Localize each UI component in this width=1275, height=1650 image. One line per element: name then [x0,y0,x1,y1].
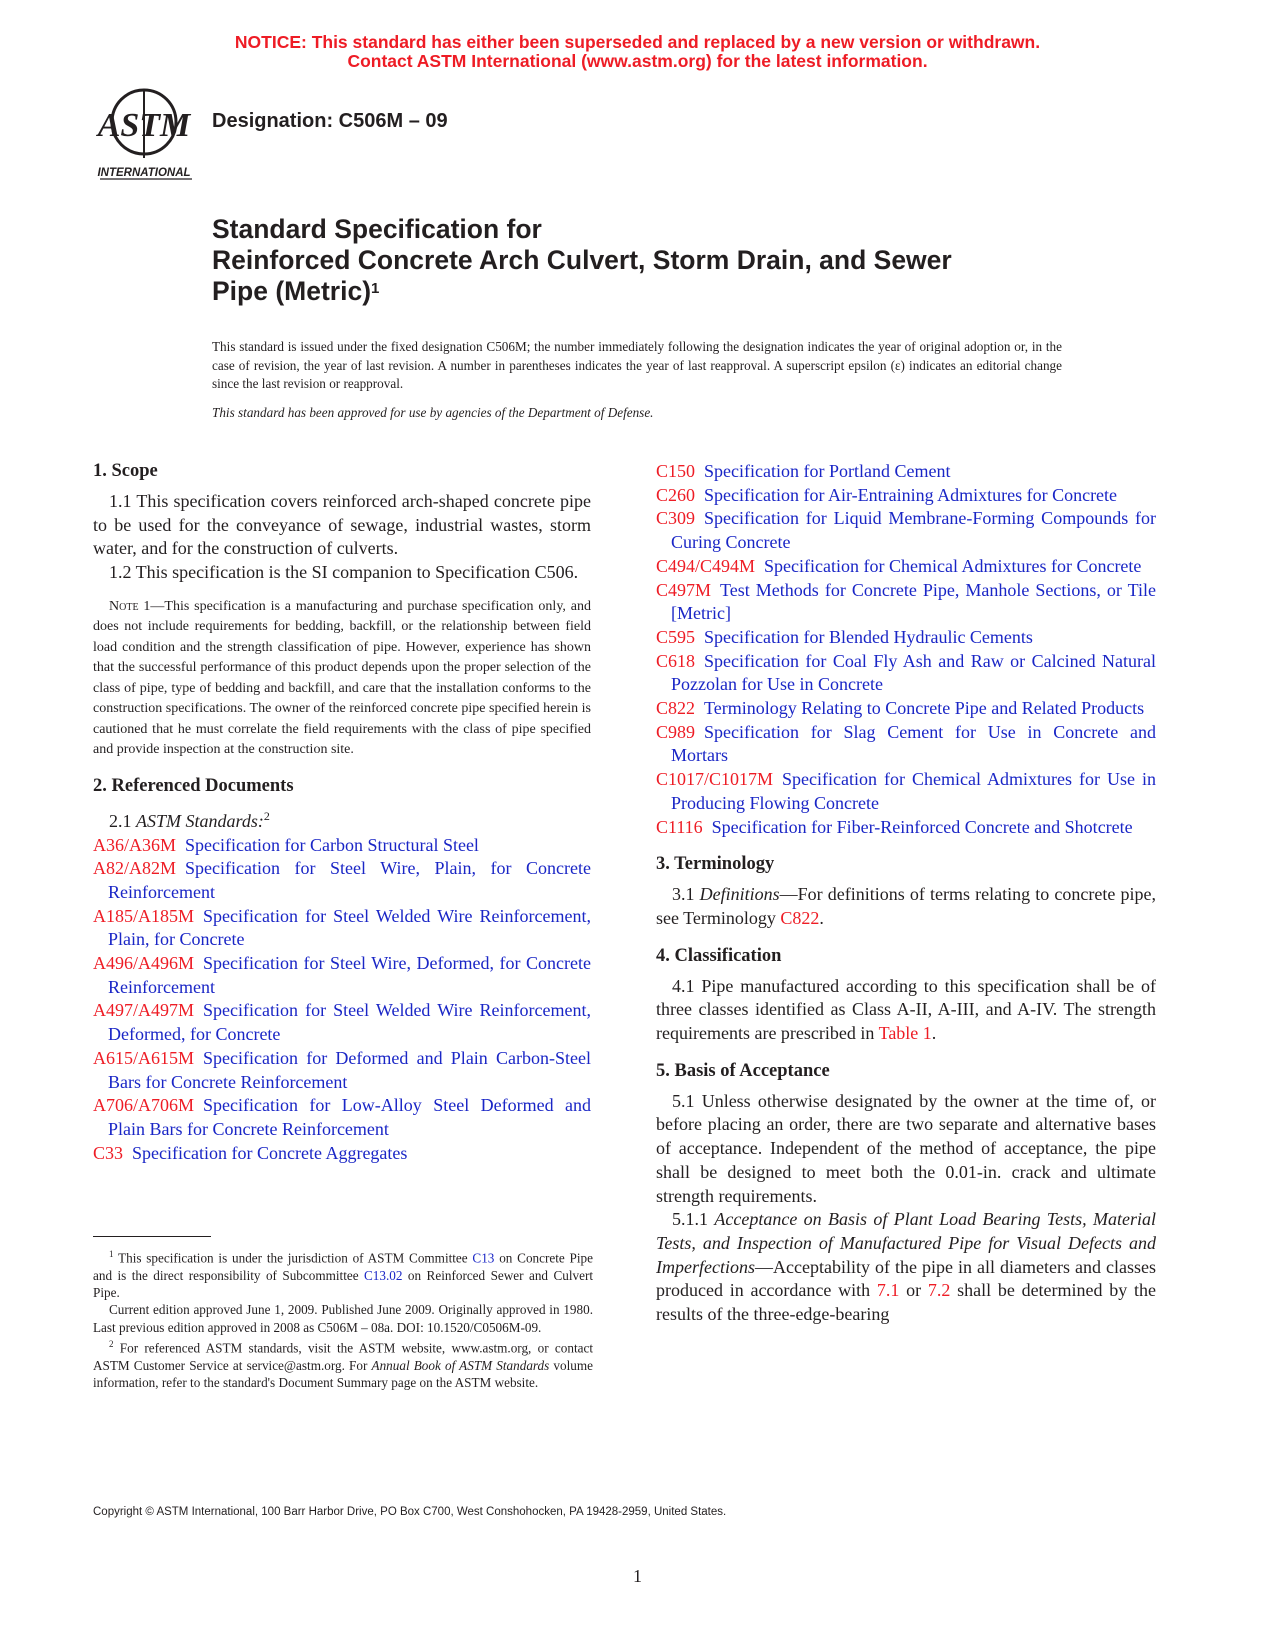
fn2-mark: 2 [109,1338,114,1349]
reference-code-link[interactable]: C1116 [656,816,703,837]
class-end: . [931,1023,937,1044]
reference-code-link[interactable]: A497/A497M [93,1000,195,1021]
reference-title-link[interactable]: Specification for Portland Cement [704,461,951,481]
reference-item [656,507,1156,554]
reference-code-link[interactable]: A706/A706M [93,1095,195,1116]
reference-code-link[interactable]: C595 [656,626,696,647]
fn2-a: For referenced ASTM standards, visit the ASTM website, www.astm.org, or contact ASTM Customer Service at service@astm.org. For [93,1340,593,1373]
reference-title-link[interactable]: Specification for Steel Welded Wire Reinforcement, Plain, for Concrete [108,905,591,950]
scope-heading: 1. Scope [93,461,158,481]
classification-p1 [656,975,1156,1046]
astm-mark: ASTM [97,107,191,144]
acc-end: shall be determined by the results of the three-edge-bearing [656,1280,1157,1325]
reference-title-link[interactable]: Test Methods for Concrete Pipe, Manhole Sections, or Tile [Metric] [671,579,1156,624]
reference-code-link[interactable]: C260 [656,484,696,505]
acc-num: 5.1.1 [672,1209,715,1230]
reference-code-link[interactable]: C497M [656,579,712,600]
fn1-mark: 1 [109,1249,114,1259]
acceptance-p2 [656,1208,1156,1327]
reference-item [656,626,1156,650]
acc-italic: Acceptance on Basis of Plant Load Bearing Tests, Material Tests, and Inspection of Manufactured Pipe for Visual Defects and Imperfections [656,1209,1157,1277]
reference-title-link[interactable]: Specification for Liquid Membrane-Forming Compounds for Curing Concrete [671,508,1156,553]
left-column [93,460,591,1165]
notice-line-1: NOTICE: This standard has either been superseded and replaced by a new version or withdrawn. [234,32,1041,52]
link-7-1[interactable]: 7.1 [876,1280,900,1301]
classification-heading: 4. Classification [656,945,782,966]
reference-title-link[interactable]: Specification for Chemical Admixtures for Use in Producing Flowing Concrete [671,769,1156,813]
footnote-rule [93,1236,211,1237]
reference-code-link[interactable]: C1017/C1017M [656,769,774,790]
title-line-2: Reinforced Concrete Arch Culvert, Storm Drain, and Sewer [212,245,952,275]
terminology-p1 [656,883,1156,930]
reference-item [656,697,1156,721]
note-label: Note 1 [109,598,151,614]
reference-title-link[interactable]: Specification for Blended Hydraulic Cements [704,626,1033,647]
fn2-italic: Annual Book of ASTM Standards [371,1357,550,1373]
link-c822[interactable]: C822 [780,907,820,928]
right-column [656,460,1156,1327]
notice-line-2: Contact ASTM International (www.astm.org) for the latest information. [347,51,928,71]
reference-item [656,555,1156,579]
page-number: 1 [633,1566,642,1586]
acceptance-heading: 5. Basis of Acceptance [656,1060,830,1081]
term-text: —For definitions of terms relating to concrete pipe, see Terminology [656,884,1156,928]
fn1-a: This specification is under the jurisdiction of ASTM Committee [113,1250,473,1266]
astm-standards-subheading [93,805,591,834]
reference-item [93,905,591,952]
title-line-3: Pipe (Metric) [212,276,372,306]
link-c13[interactable]: C13 [472,1250,495,1266]
dod-approval: This standard has been approved for use by agencies of the Department of Defense. [212,405,654,420]
reference-title-link[interactable]: Specification for Deformed and Plain Carbon-Steel Bars for Concrete Reinforcement [108,1047,591,1092]
footnote-1 [93,1246,593,1301]
title-footnote-mark: 1 [371,280,380,297]
term-label: Definitions [699,884,780,905]
reference-item [656,650,1156,697]
sub-label: ASTM Standards: [136,810,264,831]
reference-code-link[interactable]: C618 [656,650,696,671]
reference-title-link[interactable]: Specification for Steel Welded Wire Reinforcement, Deformed, for Concrete [108,1000,591,1045]
fn2-b: volume information, refer to the standard's Document Summary page on the ASTM website. [93,1357,593,1390]
reference-code-link[interactable]: A36/A36M [93,834,177,855]
scope-p1: 1.1 This specification covers reinforced arch-shaped concrete pipe to be used for the conveyance of sewage, industrial wastes, storm water, and for the construction of culverts. [93,491,591,559]
sub-mark: 2 [263,808,270,823]
reference-item [93,952,591,999]
reference-code-link[interactable]: C494/C494M [656,555,756,576]
reference-item [93,857,591,904]
reference-item [93,1094,591,1141]
refdocs-heading: 2. Referenced Documents [93,775,294,796]
link-table-1[interactable]: Table 1 [878,1023,932,1044]
reference-title-link[interactable]: Specification for Concrete Aggregates [132,1142,408,1163]
reference-item [656,721,1156,768]
copyright: Copyright © ASTM International, 100 Barr Harbor Drive, PO Box C700, West Conshohocken, PA 19428-2959, United States. [93,1506,727,1518]
reference-code-link[interactable]: A496/A496M [93,953,195,974]
link-7-2[interactable]: 7.2 [927,1280,951,1301]
left-reference-list [93,834,591,1166]
reference-code-link[interactable]: C309 [656,508,696,529]
terminology-heading: 3. Terminology [656,854,775,875]
footnote-1-edition: Current edition approved June 1, 2009. Published June 2009. Originally approved in 1980. Last previous edition approved in 2008 as C506M – 08a. DOI: 10.1520/C0506M-09. [93,1302,593,1335]
acc-text: —Acceptability of the pipe in all diameters and classes produced in accordance with [656,1256,1156,1301]
reference-item [656,816,1156,840]
reference-title-link[interactable]: Specification for Steel Wire, Plain, for Concrete Reinforcement [108,858,591,902]
reference-title-link[interactable]: Specification for Coal Fly Ash and Raw or Calcined Natural Pozzolan for Use in Concrete [671,650,1156,695]
reference-item [93,999,591,1046]
reference-item [656,460,1156,484]
class-text: 4.1 Pipe manufactured according to this specification shall be of three classes identified as Class A-II, A-III, and A-IV. The strength requirements are prescribed in [656,975,1156,1044]
term-num: 3.1 [672,884,700,905]
footnotes [93,1246,593,1391]
withdrawn-notice [0,33,1275,71]
reference-title-link[interactable]: Specification for Chemical Admixtures for Concrete [764,555,1142,576]
reference-title-link[interactable]: Specification for Carbon Structural Steel [185,834,479,855]
reference-item [93,1142,591,1166]
reference-code-link[interactable]: C33 [93,1142,124,1163]
reference-code-link[interactable]: A615/A615M [93,1047,195,1068]
reference-title-link[interactable]: Specification for Slag Cement for Use in Concrete and Mortars [671,721,1156,766]
designation: Designation: C506M – 09 [212,110,448,132]
reference-item [656,768,1156,815]
reference-code-link[interactable]: C822 [656,698,696,719]
right-reference-list [656,460,1156,839]
link-c13-02[interactable]: C13.02 [364,1267,403,1283]
reference-title-link[interactable]: Specification for Fiber-Reinforced Concrete and Shotcrete [711,816,1133,837]
fn1-b: on Concrete Pipe and is the direct responsibility of Subcommittee [93,1250,593,1283]
reference-item [93,1047,591,1094]
title-line-1: Standard Specification for [212,214,542,244]
footnote-2 [93,1336,593,1391]
sub-num: 2.1 [109,810,136,831]
reference-title-link[interactable]: Specification for Low-Alloy Steel Deformed and Plain Bars for Concrete Reinforcement [108,1095,591,1139]
reference-title-link[interactable]: Terminology Relating to Concrete Pipe and Related Products [704,698,1145,719]
document-title [212,214,1112,307]
scope-p2: 1.2 This specification is the SI companion to Specification C506. [109,562,579,583]
reference-code-link[interactable]: C989 [656,721,696,742]
logo-international-text: INTERNATIONAL [97,167,191,179]
note-text: —This specification is a manufacturing and purchase specification only, and does not include requirements for bedding, backfill, or the relationship between field load condition and the strength classification of pipe. However, experience has shown that the successful performance of this product depends upon the proper selection of the class of pipe, type of bedding and backfill, and care that the installation conforms to the construction specifications. The owner of the reinforced concrete pipe specified herein is cautioned that he must correlate the field requirements with the class of pipe specified and provide inspection at the construction site. [93,598,591,758]
issuance-statement: This standard is issued under the fixed designation C506M; the number immediately following the designation indicates the year of original adoption or, in the case of revision, the year of last revision. A number in parentheses indicates the year of last reapproval. A superscript epsilon (ε) indicates an editorial change since the last revision or reapproval. [212,339,1062,391]
reference-code-link[interactable]: A82/A82M [93,858,177,879]
reference-item [656,579,1156,626]
fn1-c: on Reinforced Sewer and Culvert Pipe. [93,1267,594,1300]
reference-code-link[interactable]: A185/A185M [93,905,195,926]
note-1 [93,597,591,761]
reference-title-link[interactable]: Specification for Air-Entraining Admixtures for Concrete [704,484,1118,505]
acc-or: or [899,1280,928,1301]
reference-item [93,834,591,858]
astm-logo [96,86,198,182]
acceptance-p1: 5.1 Unless otherwise designated by the owner at the time of, or before placing an order, there are two separate and alternative bases of acceptance. Independent of the method of acceptance, the pipe shall be designed to meet both the 0.01-in. crack and ultimate strength requirements. [656,1090,1156,1206]
reference-item [656,484,1156,508]
term-end: . [819,907,824,928]
reference-code-link[interactable]: C150 [656,461,696,481]
reference-title-link[interactable]: Specification for Steel Wire, Deformed, for Concrete Reinforcement [108,953,591,997]
